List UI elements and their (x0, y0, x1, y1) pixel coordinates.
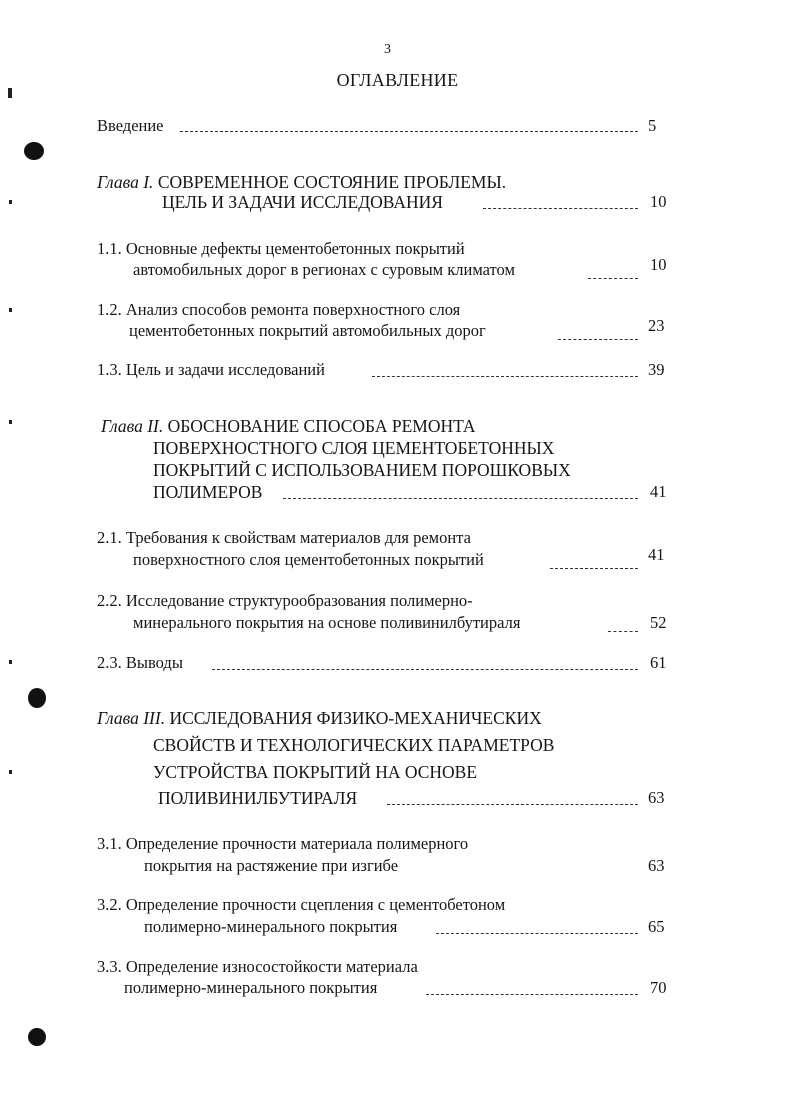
toc-chapter-2-line-3: ПОКРЫТИЙ С ИСПОЛЬЗОВАНИЕМ ПОРОШКОВЫХ (153, 460, 571, 480)
toc-page-number: 63 (648, 856, 665, 875)
scan-speck (9, 770, 12, 774)
toc-page-number: 23 (648, 316, 665, 335)
toc-chapter-3-line-3: УСТРОЙСТВА ПОКРЫТИЙ НА ОСНОВЕ (153, 762, 478, 782)
toc-chapter-2-line-4: ПОЛИМЕРОВ (153, 482, 263, 502)
chapter-title: СОВРЕМЕННОЕ СОСТОЯНИЕ ПРОБЛЕМЫ. (157, 172, 507, 192)
toc-leader (426, 994, 638, 995)
scan-blot (24, 142, 44, 160)
toc-entry-3-2-line-2: полимерно-минерального покрытия (144, 917, 398, 936)
scan-speck (9, 200, 12, 204)
toc-leader (436, 933, 638, 934)
toc-leader (212, 669, 638, 670)
toc-leader (283, 498, 638, 499)
toc-entry-3-3-line-1: 3.3. Определение износостойкости материала (97, 957, 418, 976)
toc-chapter-3-line-4: ПОЛИВИНИЛБУТИРАЛЯ (158, 788, 358, 808)
toc-leader (180, 131, 638, 132)
chapter-label: Глава II. (101, 416, 164, 436)
toc-entry-1-2-line-2: цементобетонных покрытий автомобильных дорог (129, 321, 486, 340)
page-number: 3 (384, 42, 391, 57)
toc-page-number: 65 (648, 917, 665, 936)
toc-chapter-1-line-1 (97, 172, 506, 192)
toc-leader (558, 339, 638, 340)
toc-entry-3-3-line-2: полимерно-минерального покрытия (124, 978, 378, 997)
toc-page-number: 41 (648, 545, 665, 564)
toc-entry-2-3-line: 2.3. Выводы (97, 653, 183, 672)
toc-page-number: 61 (650, 653, 667, 672)
toc-page-number: 5 (648, 116, 657, 135)
toc-chapter-3-line-2: СВОЙСТВ И ТЕХНОЛОГИЧЕСКИХ ПАРАМЕТРОВ (153, 735, 555, 755)
toc-entry-1-3-line: 1.3. Цель и задачи исследований (97, 360, 325, 379)
toc-leader (387, 804, 638, 805)
toc-leader (372, 376, 638, 377)
toc-page-number: 52 (650, 613, 667, 632)
toc-page-number: 70 (650, 978, 667, 997)
toc-entry-2-2-line-1: 2.2. Исследование структурообразования полимерно- (97, 591, 473, 610)
toc-chapter-3-line-1 (97, 708, 542, 728)
toc-page-number: 63 (648, 788, 665, 807)
toc-leader (550, 568, 638, 569)
toc-page-number: 10 (650, 192, 667, 211)
toc-entry-3-1-line-2: покрытия на растяжение при изгибе (144, 856, 399, 875)
toc-entry-1-1-line-2: автомобильных дорог в регионах с суровым климатом (133, 260, 515, 279)
toc-leader (483, 208, 638, 209)
toc-entry-3-2-line-1: 3.2. Определение прочности сцепления с цементобетоном (97, 895, 506, 914)
chapter-label: Глава I. (97, 172, 154, 192)
toc-entry-3-1-line-1: 3.1. Определение прочности материала полимерного (97, 834, 469, 853)
toc-page-number: 39 (648, 360, 665, 379)
toc-entry-1-2-line-1: 1.2. Анализ способов ремонта поверхностного слоя (97, 300, 461, 319)
toc-page-number: 41 (650, 482, 667, 501)
toc-chapter-1-line-2: ЦЕЛЬ И ЗАДАЧИ ИССЛЕДОВАНИЯ (162, 192, 443, 212)
toc-entry-1-1-line-1: 1.1. Основные дефекты цементобетонных покрытий (97, 239, 465, 258)
scan-speck (9, 660, 12, 664)
toc-entry-intro-line: Введение (97, 116, 164, 135)
toc-chapter-2-line-2: ПОВЕРХНОСТНОГО СЛОЯ ЦЕМЕНТОБЕТОННЫХ (153, 438, 555, 458)
toc-leader (608, 631, 638, 632)
page-title: ОГЛАВЛЕНИЕ (336, 70, 459, 90)
toc-entry-2-2-line-2: минерального покрытия на основе поливинилбутираля (133, 613, 521, 632)
toc-entry-2-1-line-1: 2.1. Требования к свойствам материалов для ремонта (97, 528, 471, 547)
chapter-title: ИССЛЕДОВАНИЯ ФИЗИКО-МЕХАНИЧЕСКИХ (169, 708, 542, 728)
scan-blot (28, 1028, 46, 1046)
chapter-title: ОБОСНОВАНИЕ СПОСОБА РЕМОНТА (167, 416, 476, 436)
toc-chapter-2-line-1 (101, 416, 476, 436)
scan-speck (9, 308, 12, 312)
toc-page-number: 10 (650, 255, 667, 274)
toc-leader (588, 278, 638, 279)
scan-blot (28, 688, 46, 708)
scan-speck (9, 420, 12, 424)
toc-entry-2-1-line-2: поверхностного слоя цементобетонных покрытий (133, 550, 484, 569)
chapter-label: Глава III. (97, 708, 166, 728)
